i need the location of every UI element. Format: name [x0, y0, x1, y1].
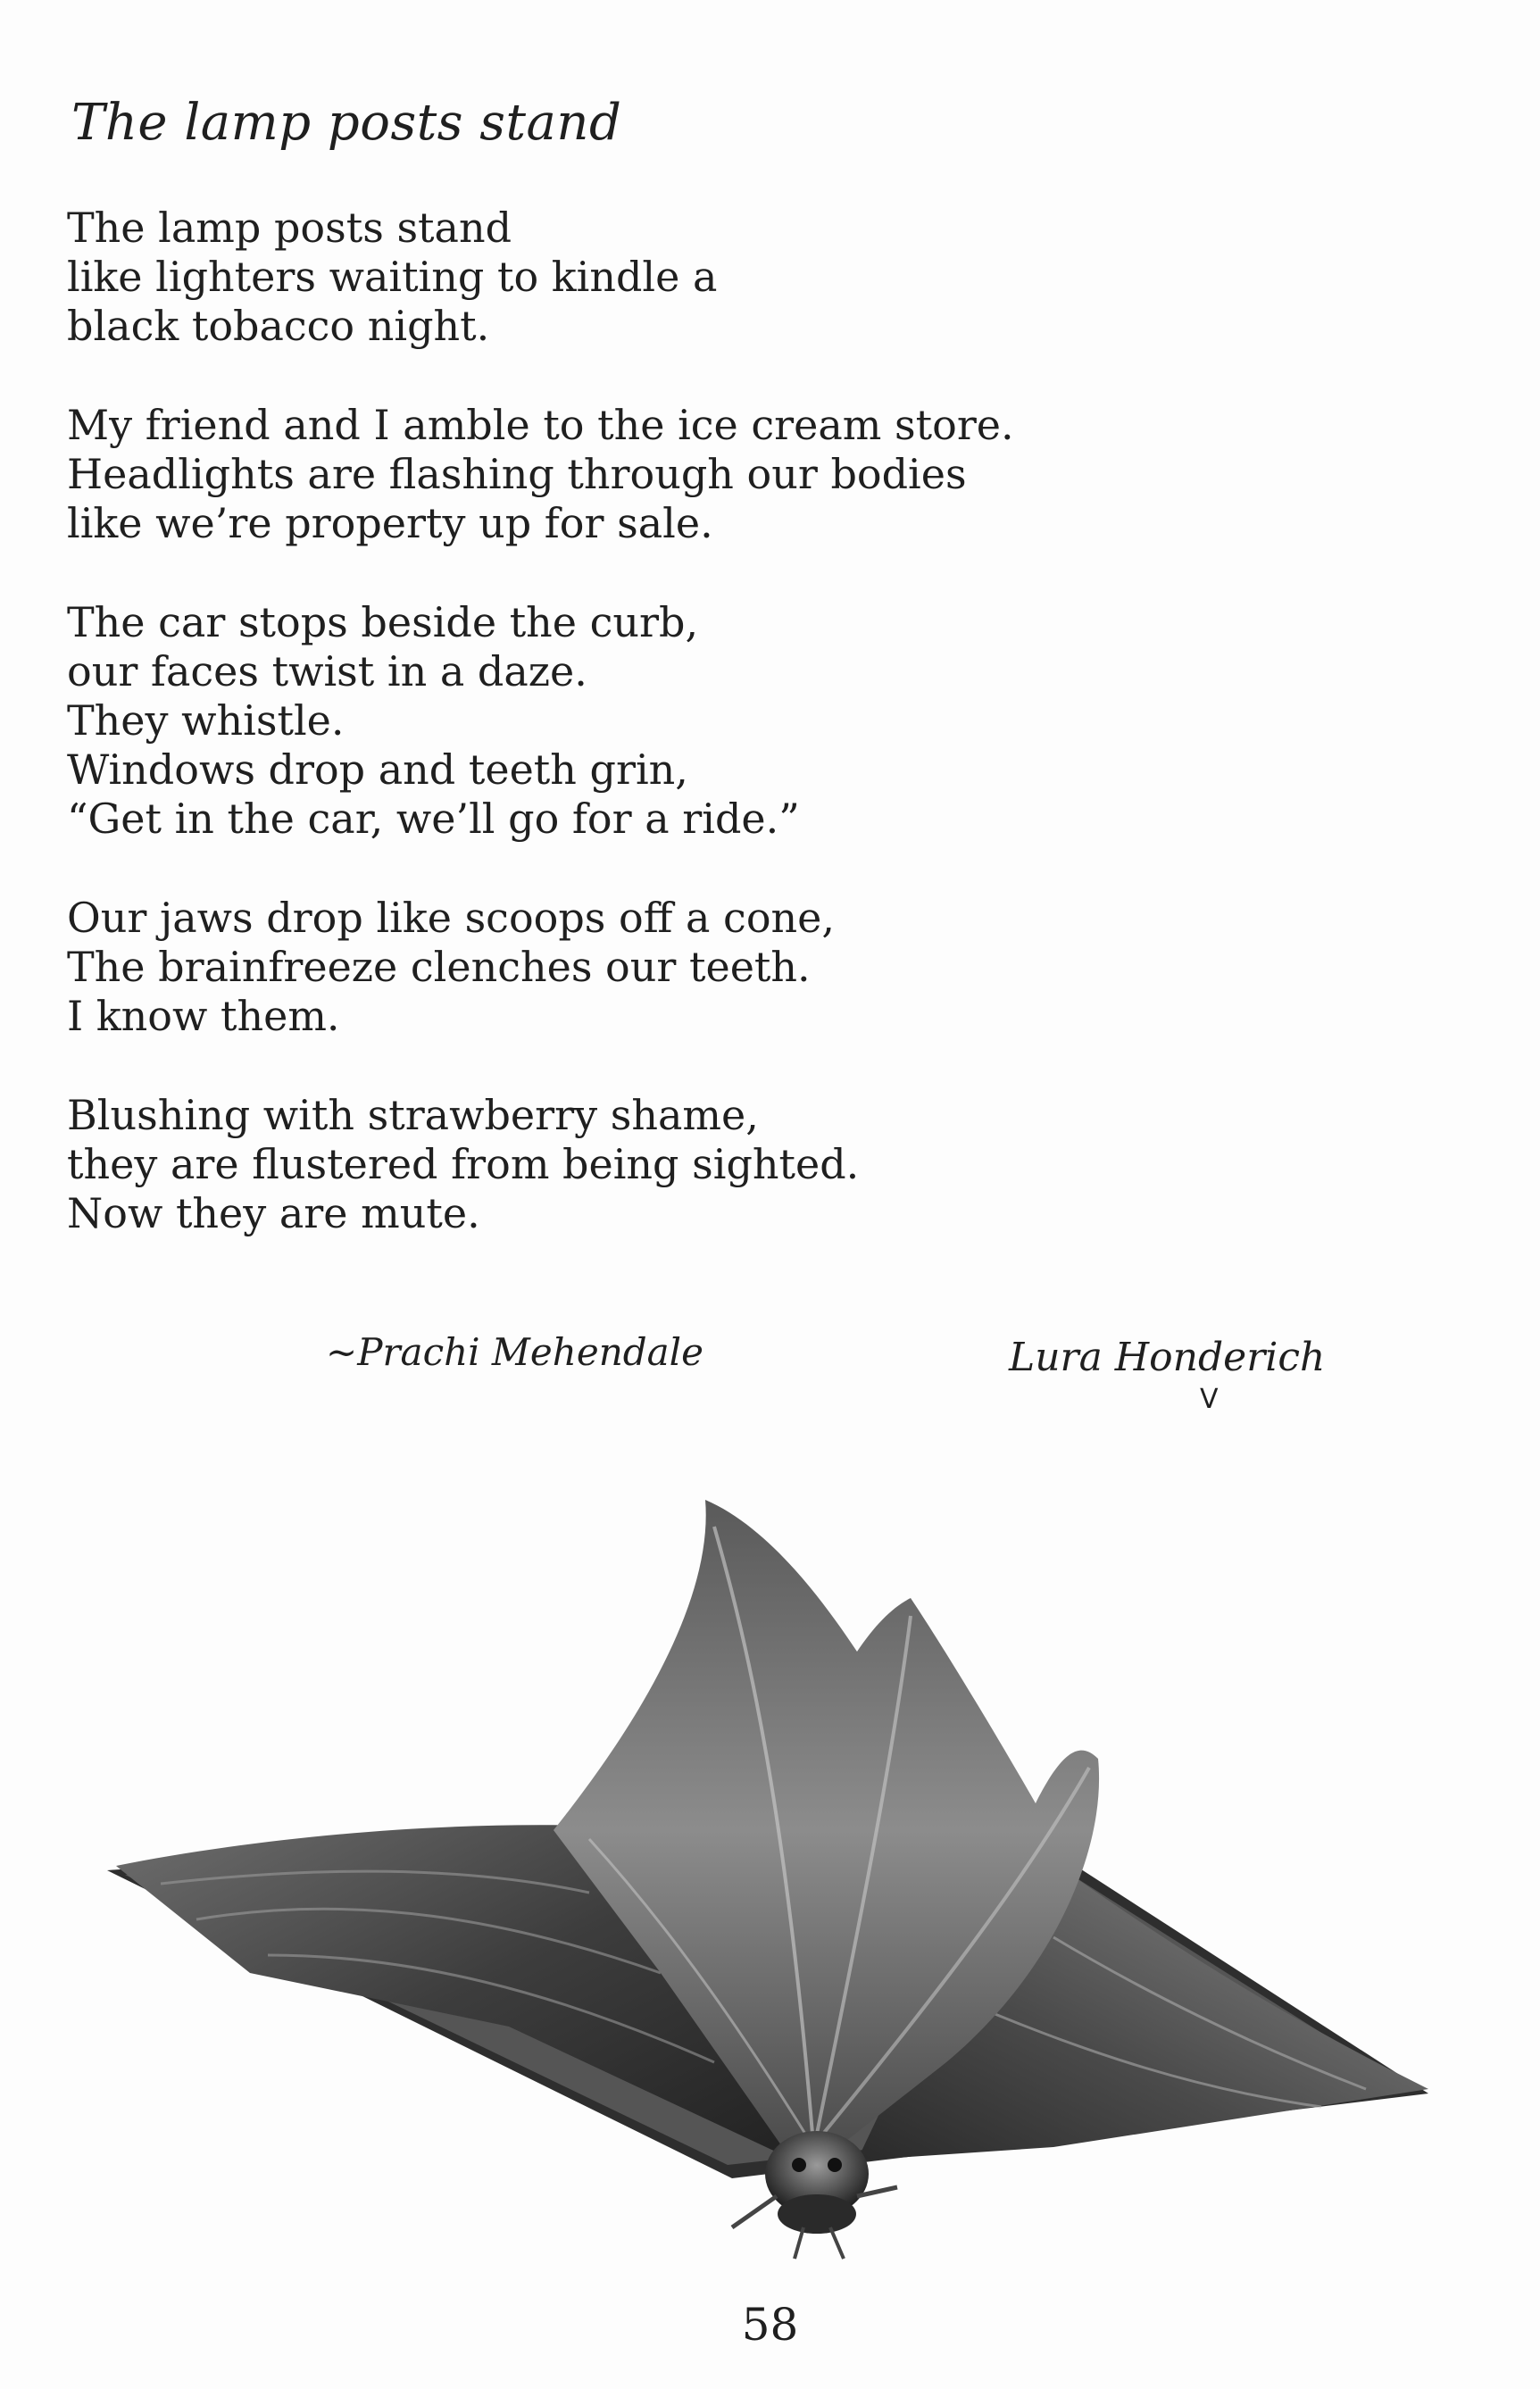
- artist-credit: Lura Honderich: [1009, 1335, 1326, 1380]
- poem-line: Now they are mute.: [67, 1189, 480, 1237]
- poem-line: I know them.: [67, 992, 340, 1040]
- poem-line: They whistle.: [67, 696, 345, 745]
- poem-line: Windows drop and teeth grin,: [67, 745, 688, 794]
- poem-line: they are flustered from being sighted.: [67, 1140, 860, 1188]
- poem-line: Headlights are flashing through our bodies: [67, 450, 967, 498]
- poem-line: The lamp posts stand: [67, 204, 512, 252]
- moth-book-illustration: [89, 1473, 1446, 2277]
- stanza: [67, 598, 1049, 844]
- poem-line: Our jaws drop like scoops off a cone,: [67, 894, 835, 942]
- poem-body: [67, 204, 1049, 1288]
- poem-line: “Get in the car, we’ll go for a ride.”: [67, 795, 800, 843]
- poem-line: like lighters waiting to kindle a: [67, 253, 718, 301]
- poem-line: The car stops beside the curb,: [67, 598, 699, 646]
- stanza: [67, 894, 1049, 1041]
- stanza: [67, 1091, 1049, 1238]
- stanza: [67, 204, 1049, 351]
- poem-author: ~Prachi Mehendale: [326, 1330, 703, 1374]
- page-number: 58: [741, 2299, 799, 2351]
- poem-line: black tobacco night.: [67, 302, 490, 350]
- poem-title: The lamp posts stand: [71, 94, 622, 152]
- poem-line: our faces twist in a daze.: [67, 647, 587, 695]
- artist-mark: V: [1200, 1384, 1219, 1415]
- poem-line: Blushing with strawberry shame,: [67, 1091, 759, 1139]
- poem-line: My friend and I amble to the ice cream store.: [67, 401, 1014, 449]
- poem-line: The brainfreeze clenches our teeth.: [67, 943, 811, 991]
- stanza: [67, 401, 1049, 548]
- poem-line: like we’re property up for sale.: [67, 499, 713, 547]
